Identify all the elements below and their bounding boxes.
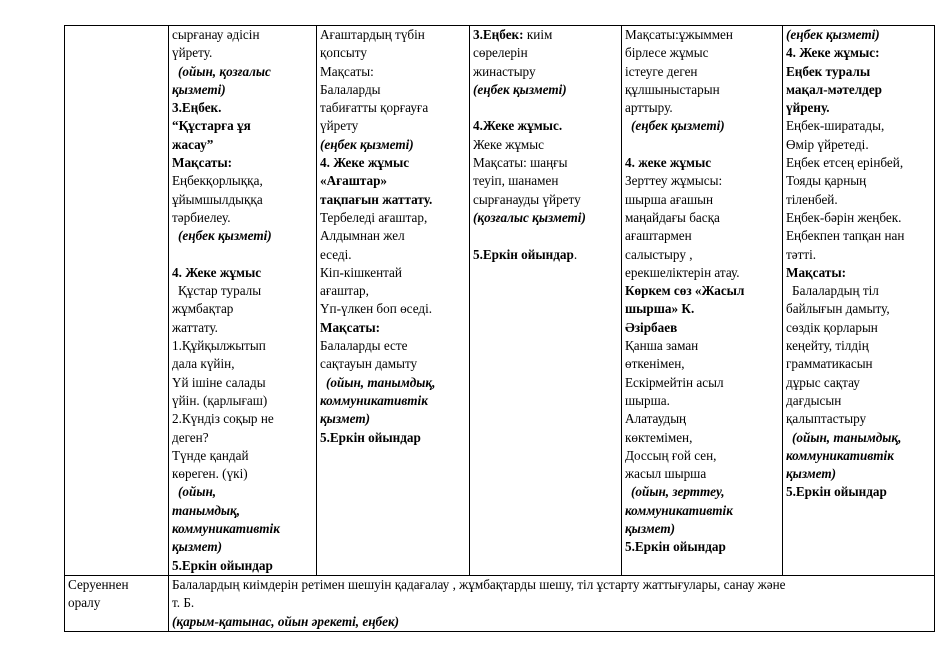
table-row xyxy=(65,26,935,576)
activity-type-line: (ойын, қозғалыс xyxy=(178,63,271,79)
cell-text-line: 5.Еркін ойындар xyxy=(786,484,887,500)
cell-text-line: үйрету. xyxy=(172,45,213,61)
cell-text-line: Мақсаты: xyxy=(320,319,381,335)
cell-text-line: ағаштар, xyxy=(320,283,369,299)
cell-text-line: Алдымнан жел xyxy=(320,228,405,244)
activity-type-line: (еңбек қызметі) xyxy=(473,81,567,97)
blank-line xyxy=(172,246,313,264)
cell-text-line: 5.Еркін ойындар xyxy=(172,557,273,573)
cell-text-line: Мақсаты: xyxy=(172,155,233,171)
cell-text-line: Әзірбаев xyxy=(625,319,678,335)
cell-text-line: көреген. (үкі) xyxy=(172,466,248,482)
cell-text-line: Доссың ғой сен, xyxy=(625,447,717,463)
cell-text-line: дала күйін, xyxy=(172,356,235,372)
cell-text-line xyxy=(473,246,618,264)
cell-text-line: 4. жеке жұмыс xyxy=(625,155,712,171)
bold-text: 5.Еркін ойындар xyxy=(473,246,574,262)
cell-text-line: Еңбекқорлыққа, xyxy=(172,173,263,189)
cell-text-line: арттыру. xyxy=(625,100,673,116)
cell-text-line: Қанша заман xyxy=(625,338,699,354)
cell-text-line: Балалардың киімдерін ретімен шешуін қадағалау , жұмбақтарды шешу, тіл ұстарту жаттығулары, санау және xyxy=(172,576,786,592)
cell-text-line: “Құстарға ұя xyxy=(172,118,251,134)
cell-text-line: Кіп-кішкентай xyxy=(320,264,402,280)
cell-text-line: 4. Жеке жұмыс xyxy=(172,264,262,280)
activity-type-line: коммуникативтік xyxy=(320,392,428,408)
cell-text-line: қалыптастыру xyxy=(786,411,867,427)
row-label-cell xyxy=(65,575,169,631)
cell-text-line: ұйымшылдыққа xyxy=(172,191,263,207)
cell-text-line: Өмір үйретеді. xyxy=(786,136,869,152)
cell-text-line: шырша. xyxy=(625,392,670,408)
cell-text-line: Түнде қандай xyxy=(172,447,249,463)
activity-type-line: қызмет) xyxy=(786,466,837,482)
cell-text-line: Зерттеу жұмысы: xyxy=(625,173,723,189)
cell-text-line: үйін. (қарлығаш) xyxy=(172,392,268,408)
cell-text-line: 5.Еркін ойындар xyxy=(625,539,726,555)
activity-type-line: (ойын, xyxy=(178,484,217,500)
cell-text-line: мақал-мәтелдер xyxy=(786,81,883,97)
cell-text-line: Балаларды xyxy=(320,81,381,97)
cell-text-line: сөрелерін xyxy=(473,45,528,61)
cell-text-line: дұрыс сақтау xyxy=(786,374,860,390)
cell-text-line: 2.Күндіз соқыр не xyxy=(172,411,274,427)
cell-text-line: жасыл шырша xyxy=(625,466,707,482)
return-walk-cell xyxy=(169,575,935,631)
cell-text-line: үйрену. xyxy=(786,100,830,116)
cell-text-line: жаттату. xyxy=(172,319,218,335)
bold-text: 3.Еңбек: xyxy=(473,27,524,42)
cell-text-line: 4. Жеке жұмыс: xyxy=(786,45,880,61)
cell-text-line: Мақсаты: xyxy=(786,264,847,280)
plain-text: . xyxy=(573,246,578,262)
activity-type-line: қызметі) xyxy=(172,81,226,97)
cell-text-line: шырша ағашын xyxy=(625,191,714,207)
activity-type-line: қызмет) xyxy=(625,521,676,537)
cell-text-line: 4.Жеке жұмыс. xyxy=(473,118,563,134)
activity-type-line: коммуникативтік xyxy=(786,447,894,463)
activity-type-line: (ойын, танымдық, xyxy=(326,374,436,390)
cell-text-line: «Ағаштар» xyxy=(320,173,387,189)
cell-text-line: Үп-үлкен боп өседі. xyxy=(320,301,433,317)
cell-text-line: Тербеледі ағаштар, xyxy=(320,209,428,225)
cell-text-line: ерекшеліктерін атау. xyxy=(625,264,740,280)
cell-text-line: жинастыру xyxy=(473,63,536,79)
cell-text-line: теуіп, шанамен xyxy=(473,173,559,189)
cell-text-line: Еңбек туралы xyxy=(786,63,871,79)
cell-text-line: Еңбек-ширатады, xyxy=(786,118,885,134)
cell-text-line: Алатаудың xyxy=(625,411,687,427)
cell-text-line: 5.Еркін ойындар xyxy=(320,429,421,445)
plain-text: киім xyxy=(523,27,553,42)
cell-text-line: бірлесе жұмыс xyxy=(625,45,709,61)
cell-text-line: тәтті. xyxy=(786,246,817,262)
activity-type-line: коммуникативтік xyxy=(172,521,280,537)
cell-text-line: т. Б. xyxy=(172,595,195,611)
cell-text-line: сақтауын дамыту xyxy=(320,356,418,372)
cell-text-line: құлшыныстарын xyxy=(625,81,720,97)
column-cell-2 xyxy=(317,26,470,576)
column-cell-4 xyxy=(622,26,783,576)
cell-text-line: жұмбақтар xyxy=(172,301,234,317)
cell-text-line: 1.Құйқылжытып xyxy=(172,338,266,354)
cell-text-line: Жеке жұмыс xyxy=(473,136,544,152)
cell-text-line: Мақсаты: xyxy=(320,63,374,79)
cell-text-line: еседі. xyxy=(320,246,352,262)
activity-type-line: (еңбек қызметі) xyxy=(786,27,880,42)
cell-text-line: Еңбек-бәрін жеңбек. xyxy=(786,209,902,225)
column-cell-3 xyxy=(470,26,622,576)
cell-text-line: көктемімен, xyxy=(625,429,693,445)
cell-text-line: Еңбекпен тапқан нан xyxy=(786,228,905,244)
activity-type-line: коммуникативтік xyxy=(625,502,733,518)
cell-text-line: дағдысын xyxy=(786,392,842,408)
cell-text-line: қопсыту xyxy=(320,45,367,61)
cell-text-line: шырша» К. xyxy=(625,301,695,317)
cell-text-line xyxy=(473,26,618,44)
cell-text-line: Мақсаты:ұжыммен xyxy=(625,27,733,42)
cell-text-line: Еңбек етсең ерінбей, xyxy=(786,155,904,171)
blank-line xyxy=(473,99,618,117)
cell-text-line: Тояды қарның xyxy=(786,173,867,189)
blank-line xyxy=(625,136,779,154)
activity-type-line: (қарым-қатынас, ойын әрекеті, еңбек) xyxy=(172,613,400,629)
cell-text-line: сөздік қорларын xyxy=(786,319,878,335)
cell-text-line: тақпағын жаттату. xyxy=(320,191,433,207)
activity-type-line: (ойын, зерттеу, xyxy=(631,484,725,500)
cell-text-line: Үй ішіне салады xyxy=(172,374,266,390)
activity-type-line: (еңбек қызметі) xyxy=(320,136,414,152)
row-label-line: Серуеннен xyxy=(68,576,129,592)
row-label-line: оралу xyxy=(68,595,101,611)
activity-type-line: қызмет) xyxy=(320,411,371,427)
cell-text-line: сырғанау әдісін xyxy=(172,27,260,42)
cell-text-line: ағаштармен xyxy=(625,228,692,244)
activity-type-line: (еңбек қызметі) xyxy=(631,118,725,134)
activity-type-line: (еңбек қызметі) xyxy=(178,228,272,244)
cell-text-line: тіленбей. xyxy=(786,191,838,207)
activity-type-line: қызмет) xyxy=(172,539,223,555)
activity-type-line: (қозғалыс қызметі) xyxy=(473,209,586,225)
cell-text-line: үйрету xyxy=(320,118,359,134)
cell-text-line: жасау” xyxy=(172,136,214,152)
plan-table xyxy=(64,25,935,632)
cell-text-line: маңайдағы басқа xyxy=(625,209,720,225)
cell-text-line: кеңейту, тілдің xyxy=(786,338,869,354)
cell-text-line: сырғанауды үйрету xyxy=(473,191,581,207)
cell-text-line: 4. Жеке жұмыс xyxy=(320,155,410,171)
cell-text-line: 3.Еңбек. xyxy=(172,100,222,116)
activity-type-line: танымдық, xyxy=(172,502,241,518)
cell-text-line: істеуге деген xyxy=(625,63,698,79)
blank-line xyxy=(473,227,618,245)
cell-text-line: байлығын дамыту, xyxy=(786,301,890,317)
cell-text-line: тәрбиелеу. xyxy=(172,209,231,225)
cell-text-line: Балалардың тіл xyxy=(792,283,879,299)
cell-text-line: деген? xyxy=(172,429,209,445)
cell-text-line: өткенімен, xyxy=(625,356,685,372)
cell-text-line: грамматикасын xyxy=(786,356,873,372)
cell-text-line: Құстар туралы xyxy=(178,283,262,299)
cell-text-line: Мақсаты: шаңғы xyxy=(473,155,568,171)
cell-text-line: Ағаштардың түбін xyxy=(320,27,425,42)
table-row xyxy=(65,575,935,631)
cell-text-line: табиғатты қорғауға xyxy=(320,100,429,116)
cell-text-line: Көркем сөз «Жасыл xyxy=(625,283,745,299)
column-cell-5 xyxy=(783,26,935,576)
cell-text-line: салыстыру , xyxy=(625,246,693,262)
cell-text-line: Ескірмейтін асыл xyxy=(625,374,724,390)
activity-type-line: (ойын, танымдық, xyxy=(792,429,902,445)
cell-text-line: Балаларды есте xyxy=(320,338,408,354)
row-label-cell xyxy=(65,26,169,576)
column-cell-1 xyxy=(169,26,317,576)
